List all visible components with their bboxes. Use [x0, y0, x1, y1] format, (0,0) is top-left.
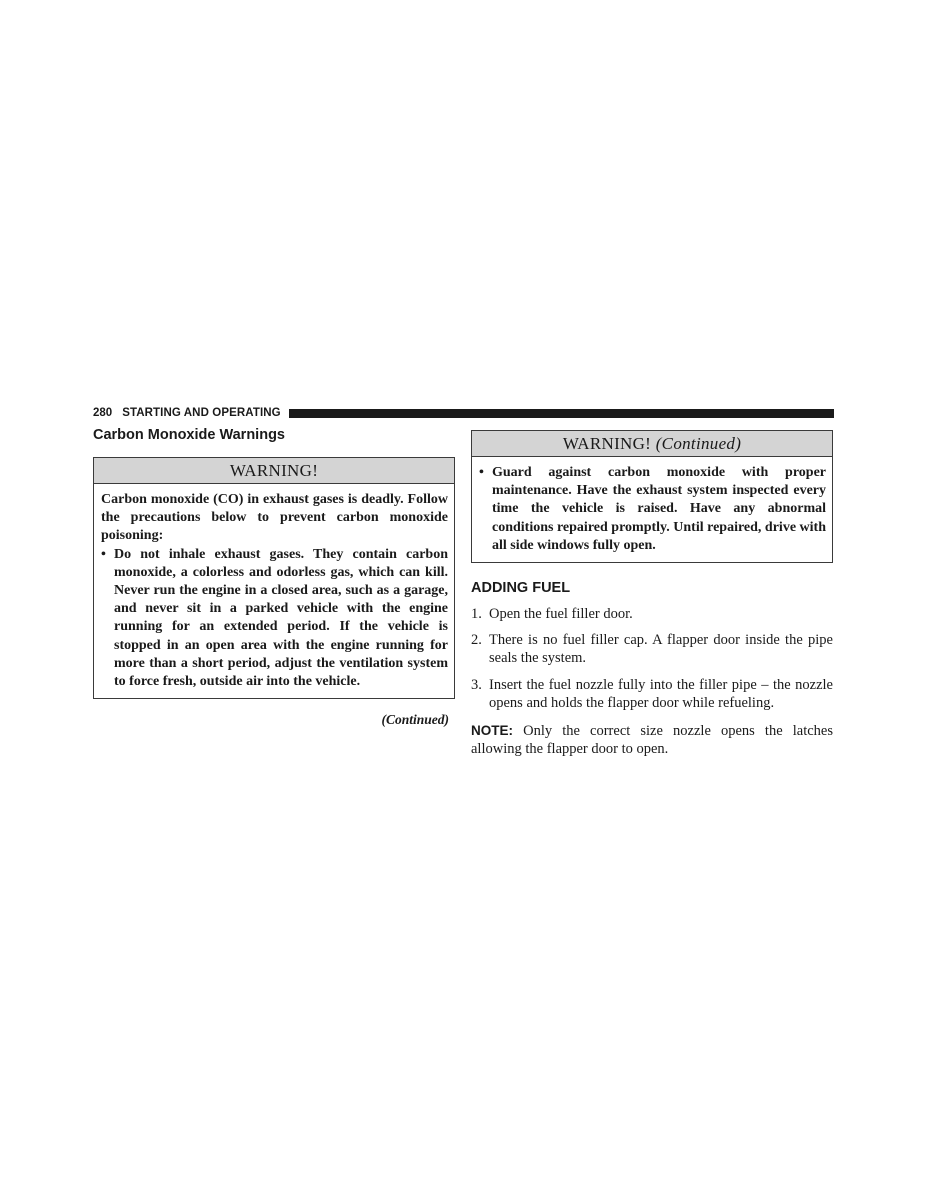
list-item	[471, 631, 833, 667]
warning-box	[93, 457, 455, 699]
adding-fuel-heading: ADDING FUEL	[471, 580, 571, 597]
warning-intro: Carbon monoxide (CO) in exhaust gases is deadly. Follow the precautions below to prevent carbon monoxide poisoning:	[101, 492, 448, 544]
step-number: 3.	[471, 676, 482, 693]
section-title: STARTING AND OPERATING	[122, 407, 281, 419]
note-paragraph	[471, 722, 833, 758]
warning-continued-title	[472, 431, 832, 457]
warning-continued-bullet-text: Guard against carbon monoxide with proper maintenance. Have the exhaust system inspected every time the vehicle is raised. Have any abnormal conditions repaired promptly. Until repaired, drive with all side windows fully open.	[492, 465, 826, 553]
warning-continued-body	[472, 457, 832, 562]
list-item	[471, 676, 833, 712]
warning-continued-suffix: (Continued)	[655, 434, 742, 453]
step-text: Open the fuel filler door.	[489, 606, 633, 623]
step-number: 2.	[471, 632, 482, 649]
warning-continued-bullet	[479, 464, 826, 555]
step-number: 1.	[471, 606, 482, 623]
warning-title: WARNING!	[94, 458, 454, 484]
bullet-icon: •	[101, 546, 106, 562]
carbon-monoxide-heading: Carbon Monoxide Warnings	[93, 427, 285, 443]
step-text: There is no fuel filler cap. A flapper door inside the pipe seals the system.	[489, 632, 833, 667]
note-text: Only the correct size nozzle opens the latches allowing the flapper door to open.	[471, 723, 833, 758]
warning-continued-label: WARNING!	[562, 434, 652, 453]
bullet-icon: •	[479, 465, 484, 480]
warning-bullet	[101, 546, 448, 692]
warning-continued-box	[471, 430, 833, 563]
left-column	[93, 427, 455, 728]
fuel-steps-list	[471, 605, 833, 712]
continued-label: (Continued)	[381, 712, 449, 728]
right-column	[471, 430, 833, 758]
page-number: 280	[93, 407, 113, 419]
page-header	[93, 405, 834, 421]
list-item	[471, 605, 833, 623]
warning-body	[94, 484, 454, 698]
header-rule	[289, 409, 834, 418]
note-label: NOTE:	[471, 723, 513, 739]
step-text: Insert the fuel nozzle fully into the filler pipe – the nozzle opens and holds the flapper door while refueling.	[489, 676, 833, 711]
warning-bullet-text: Do not inhale exhaust gases. They contain carbon monoxide, a colorless and odorless gas, which can kill. Never run the engine in a closed area, such as a garage, and never sit in a parked vehicle with the engine running for an extended period. If the vehicle is stopped in an open area with the engine running for more than a short period, adjust the ventilation system to force fresh, outside air into the vehicle.	[114, 546, 448, 690]
